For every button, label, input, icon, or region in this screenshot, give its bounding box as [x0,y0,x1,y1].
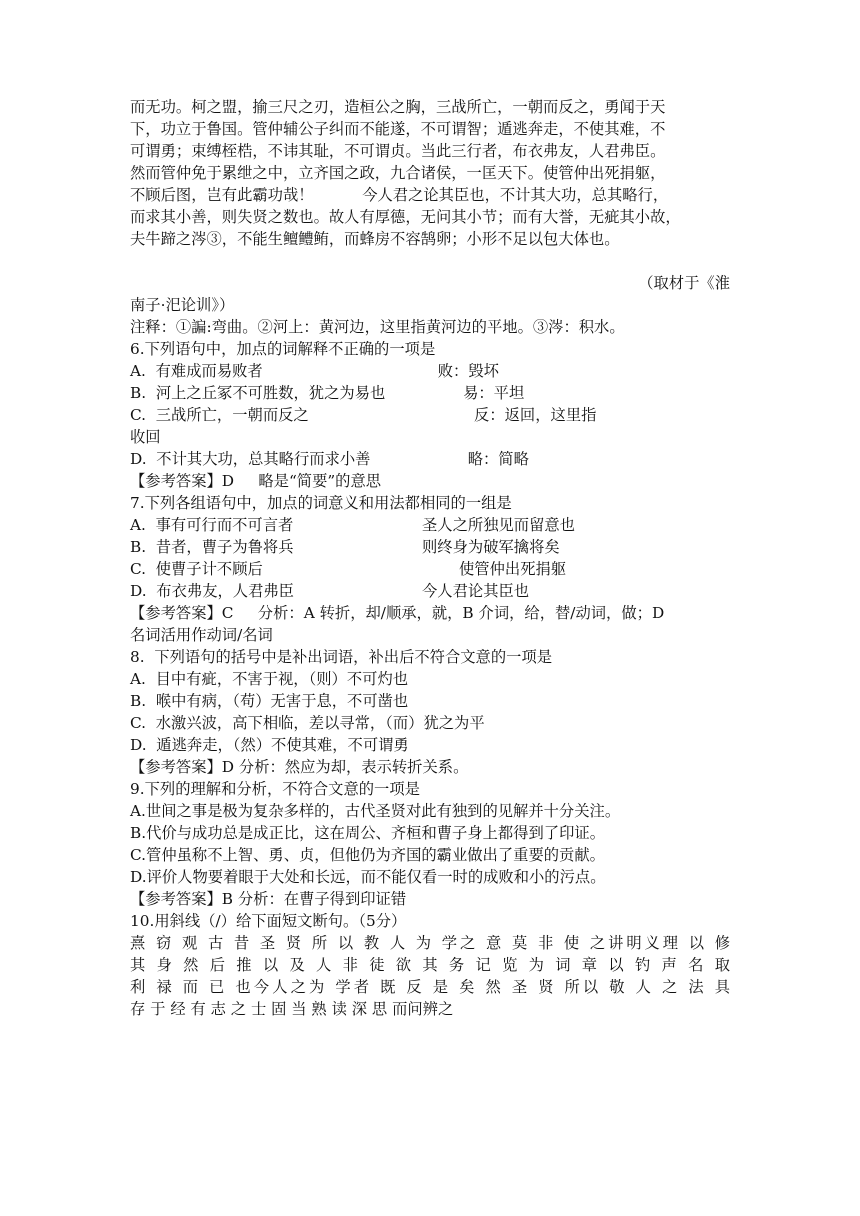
question-6 [130,338,730,492]
question-stem: 7.下列各组语句中，加点的词意义和用法都相同的一组是 [130,494,512,512]
option-c-cont: 收回 [130,428,161,446]
option-c: C. 水激兴波，高下相临，差以寻常，（而）犹之为平 [130,714,485,732]
option-a: A. 有难成而易败者 败：毁坏 [130,362,499,380]
option-b [130,536,730,558]
option-d: D. 不计其大功，总其略行而求小善 略：简略 [130,450,529,468]
option-d: D.评价人物要着眼于大处和长远，而不能仅看一时的成败和小的污点。 [130,868,606,886]
option-a: A. 目中有疵，不害于视，（则）不可灼也 [130,670,409,688]
option-d: D. 遁逃奔走，（然）不使其难，不可谓勇 [130,736,409,754]
answer: 【参考答案】C 分析：A 转折，却/顺承，就，B 介词，给，替/动词，做；D [130,604,665,622]
punctuation-text-line: 存 于 经 有 志 之 士 固 当 熟 读 深 思 而问辨之 [130,1000,454,1018]
option-b-right: 则终身为破军擒将矣 [422,538,560,556]
passage [130,96,730,338]
passage-line: 而求其小善，则失贤之数也。故人有厚德，无问其小节；而有大誉，无疵其小故， [130,208,681,226]
question-stem: 10.用斜线（/）给下面短文断句。（5分） [130,912,407,930]
punctuation-text-line: 熹 窃 观 古 昔 圣 贤 所 以 教 人 为 学之 意 莫 非 使 之讲明义理 以 修 [130,934,730,952]
notes: 注释：①諞:弯曲。②河上：黄河边，这里指黄河边的平地。③涔：积水。 [130,318,625,336]
blank-line [130,250,730,272]
question-stem: 9.下列的理解和分析，不符合文意的一项是 [130,780,420,798]
option-d-right: 今人君论其臣也 [422,582,530,600]
question-stem: 8. 下列语句的括号中是补出词语，补出后不符合文意的一项是 [130,648,553,666]
answer: 【参考答案】D 分析：然应为却，表示转折关系。 [130,758,469,776]
passage-line: 下，功立于鲁国。管仲辅公子纠而不能遂，不可谓智；遁逃奔走，不使其难，不 [130,120,666,138]
option-b-left: B. 昔者，曹子为鲁将兵 [130,538,294,556]
passage-line: 而无功。柯之盟，揄三尺之刃，造桓公之胸，三战所亡，一朝而反之，勇闻于天 [130,98,666,116]
option-c: C. 三战所亡，一朝而反之 反：返回，这里指 [130,406,597,424]
option-c [130,558,730,580]
option-b: B. 河上之丘冢不可胜数，犹之为易也 易：平坦 [130,384,525,402]
option-d-left: D. 布衣弗友，人君弗臣 [130,582,294,600]
source-citation: （取材于《淮 [638,274,730,292]
option-d [130,580,730,602]
option-a-left: A. 事有可行而不可言者 [130,516,294,534]
option-b: B.代价与成功总是成正比，这在周公、齐桓和曹子身上都得到了印证。 [130,824,606,842]
passage-line: 然而管仲免于累绁之中，立齐国之政，九合诸侯，一匡天下。使管仲出死捐躯， [130,164,666,182]
punctuation-text-line: 利 禄 而 已 也今人之为 学者 既 反 是 矣 然 圣 贤 所以 敬 人 之 法 具 [130,978,730,996]
question-8 [130,646,730,778]
question-7 [130,492,730,646]
option-c-right: 使管仲出死捐躯 [459,560,567,578]
option-b: B. 喉中有病，（苟）无害于息，不可凿也 [130,692,409,710]
option-a [130,514,730,536]
passage-line: 可谓勇；束缚桎梏，不讳其耻，不可谓贞。当此三行者，布衣弗友，人君弗臣。 [130,142,666,160]
question-10 [130,910,730,1020]
answer: 【参考答案】D 略是“简要”的意思 [130,472,382,490]
question-9 [130,778,730,910]
punctuation-text-line: 其 身 然 后 推 以 及 人 非 徒 欲 其 务 记 览 为 词 章 以 钓 声 名 取 [130,956,730,974]
option-a: A.世间之事是极为复杂多样的，古代圣贤对此有独到的见解并十分关注。 [130,802,621,820]
source-citation-cont: 南子·汜论训》） [130,296,235,314]
question-stem: 6.下列语句中，加点的词解释不正确的一项是 [130,340,436,358]
answer: 【参考答案】B 分析：在曹子得到印证错 [130,890,407,908]
option-c: C.管仲虽称不上智、勇、贞，但他仍为齐国的霸业做出了重要的贡献。 [130,846,605,864]
option-a-right: 圣人之所独见而留意也 [422,516,575,534]
passage-line: 夫牛蹄之涔③，不能生鳣鳢鲔，而蜂房不容鹄卵；小形不足以包大体也。 [130,230,620,248]
passage-line: 不顾后图，岂有此霸功哉！ 今人君之论其臣也，不计其大功，总其略行， [130,186,669,204]
option-c-left: C. 使曹子计不顾后 [130,560,263,578]
document-page [130,96,730,1020]
answer-cont: 名词活用作动词/名词 [130,626,273,644]
